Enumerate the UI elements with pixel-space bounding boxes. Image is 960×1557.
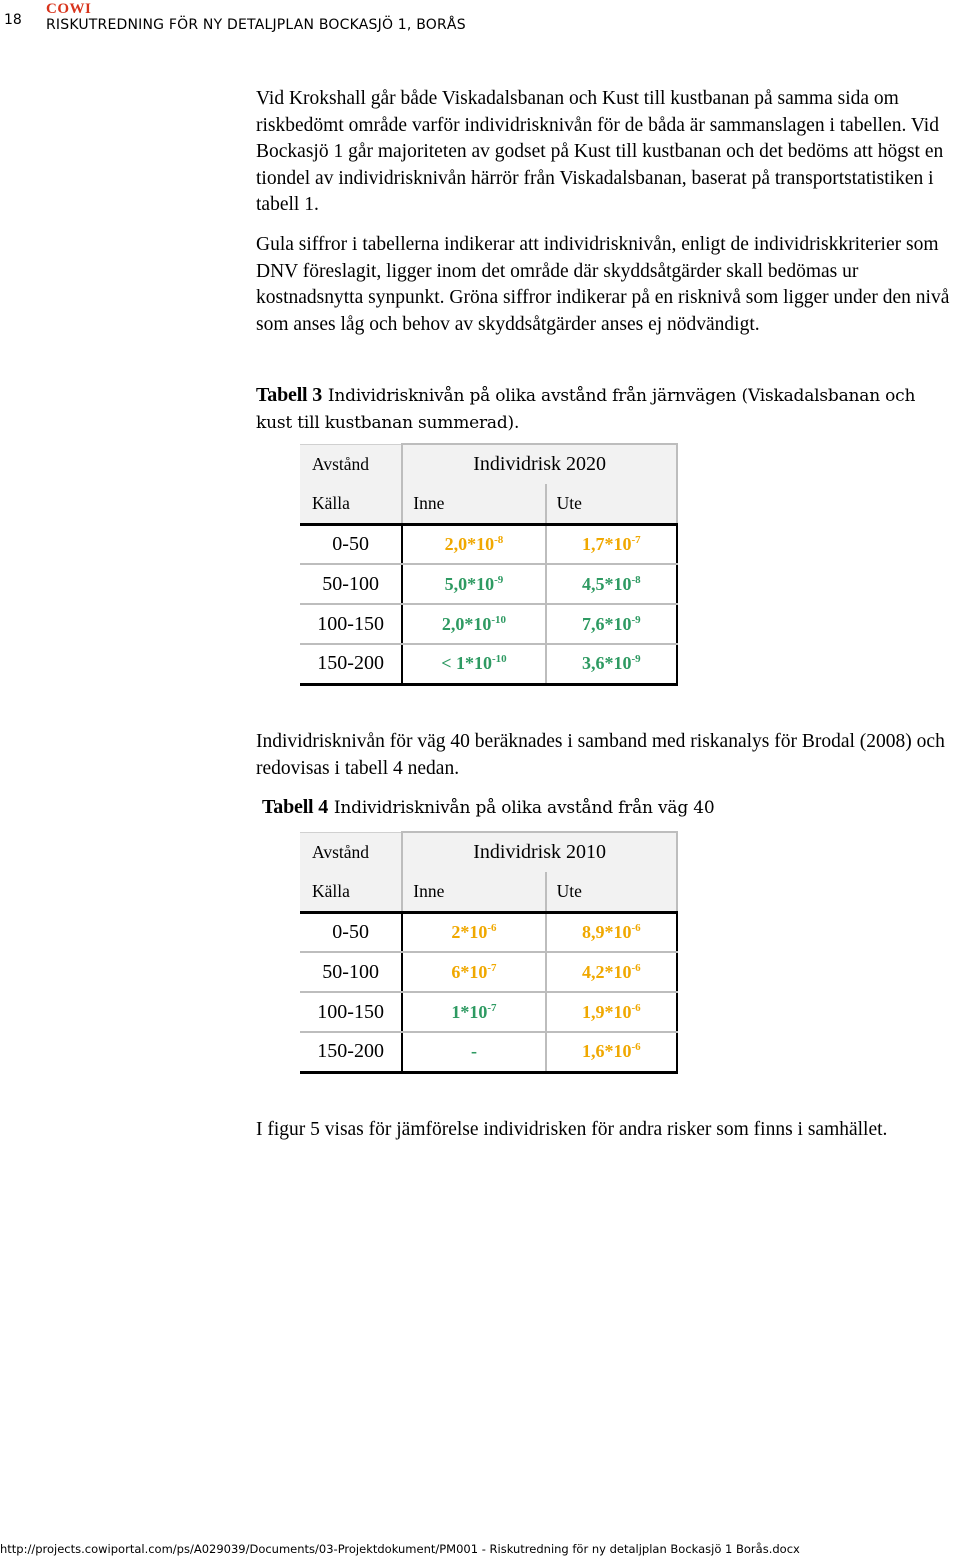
risk-base: < 1*10 [441, 653, 492, 674]
distance-cell: 150-200 [300, 644, 402, 684]
risk-exponent: -7 [487, 1001, 497, 1014]
risk-exponent: -10 [492, 653, 507, 666]
table-row [300, 564, 677, 604]
risk-base: 7,6*10 [581, 613, 632, 634]
distance-cell: 50-100 [300, 564, 402, 604]
table-4-header-inne: Inne [402, 872, 545, 912]
ute-risk-cell [546, 604, 677, 644]
inne-risk-cell [402, 1032, 545, 1072]
inne-risk-cell [402, 524, 545, 564]
table-3-header-distance: Avstånd [300, 444, 402, 484]
table-row [300, 524, 677, 564]
risk-exponent: -6 [487, 921, 497, 934]
risk-base: 1,9*10 [581, 1001, 632, 1022]
document-header-title: RISKUTREDNING FÖR NY DETALJPLAN BOCKASJÖ 1, BORÅS [46, 17, 466, 33]
table-row [300, 912, 677, 952]
inne-risk-cell [402, 912, 545, 952]
inne-risk-value [441, 653, 506, 673]
inne-risk-cell [402, 564, 545, 604]
table-3-header-source: Källa [300, 484, 402, 524]
ute-risk-cell [546, 992, 677, 1032]
risk-exponent: -6 [631, 921, 641, 934]
ute-risk-value [582, 922, 641, 942]
table-3-header-ute: Ute [546, 484, 677, 524]
inne-risk-value [445, 574, 504, 594]
distance-cell: 50-100 [300, 952, 402, 992]
risk-base: 2,0*10 [444, 533, 495, 554]
risk-exponent: -6 [631, 1001, 641, 1014]
table-4-header-source: Källa [300, 872, 402, 912]
table-4 [300, 831, 678, 1074]
table-row [300, 1032, 677, 1072]
risk-base: 1*10 [451, 1001, 488, 1022]
risk-base: 3,6*10 [581, 653, 632, 674]
table-row [300, 644, 677, 684]
risk-exponent: -8 [631, 573, 641, 586]
ute-risk-value [582, 614, 641, 634]
table-4-caption-label: Tabell 4 [262, 796, 329, 818]
table-3-caption-text: Individrisknivån på olika avstånd från järnvägen (Viskadalsbanan och kust till kustbanan summerad). [256, 386, 916, 433]
inne-risk-cell [402, 644, 545, 684]
distance-cell: 0-50 [300, 524, 402, 564]
risk-base: 4,2*10 [581, 961, 632, 982]
ute-risk-value [582, 962, 641, 982]
ute-risk-cell [546, 644, 677, 684]
table-row [300, 992, 677, 1032]
table-4-header-risk: Individrisk 2010 [402, 832, 677, 872]
inne-risk-value [445, 534, 504, 554]
distance-cell: 0-50 [300, 912, 402, 952]
risk-base: 6*10 [451, 961, 488, 982]
risk-exponent: -8 [494, 533, 504, 546]
inne-risk-value [451, 962, 496, 982]
ute-risk-cell [546, 1032, 677, 1072]
cowi-logo: COWI [46, 1, 92, 17]
table-3-header-risk: Individrisk 2020 [402, 444, 677, 484]
risk-exponent: -9 [494, 573, 504, 586]
inne-risk-value [471, 1041, 477, 1061]
footer-document-path: http://projects.cowiportal.com/ps/A029039/Documents/03-Projektdokument/PM001 - Riskutredning för ny detaljplan Bockasjö 1 Borås.docx [0, 1542, 800, 1556]
paragraph-3: Individrisknivån för väg 40 beräknades i samband med riskanalys för Brodal (2008) och redovisas i tabell 4 nedan. [256, 731, 945, 779]
ute-risk-cell [546, 952, 677, 992]
paragraph-1: Vid Krokshall går både Viskadalsbanan och Kust till kustbanan på samma sida om riskbedömt område varför individrisknivån för de båda är sammanslagen i tabellen. Vid Bockasjö 1 går majoriteten av godset på Kust till kustbanan och det bedöms att högst en tiondel av individrisknivån härrör från Viskadalsbanan, baserat på transportstatistiken i tabell 1. [256, 88, 944, 215]
table-3-caption [256, 382, 956, 436]
ute-risk-value [582, 653, 641, 673]
risk-base: 2*10 [451, 921, 488, 942]
risk-base: 2,0*10 [441, 613, 492, 634]
distance-cell: 100-150 [300, 992, 402, 1032]
inne-risk-cell [402, 604, 545, 644]
table-3-caption-label: Tabell 3 [256, 384, 323, 406]
risk-exponent: -6 [631, 1041, 641, 1054]
risk-exponent: -6 [631, 961, 641, 974]
inne-risk-cell [402, 952, 545, 992]
table-3 [300, 443, 678, 686]
table-row [300, 952, 677, 992]
inne-risk-value [442, 614, 506, 634]
paragraph-4: I figur 5 visas för jämförelse individrisken för andra risker som finns i samhället. [256, 1119, 888, 1140]
risk-base: 4,5*10 [581, 573, 632, 594]
page-number: 18 [4, 12, 22, 28]
table-4-caption [262, 794, 960, 821]
ute-risk-cell [546, 564, 677, 604]
inne-risk-value [451, 1002, 496, 1022]
table-4-header-distance: Avstånd [300, 832, 402, 872]
risk-exponent: -10 [491, 613, 507, 626]
risk-exponent: -9 [631, 613, 641, 626]
risk-base: 1,6*10 [581, 1041, 632, 1062]
table-4-caption-text: Individrisknivån på olika avstånd från väg 40 [333, 798, 715, 818]
ute-risk-cell [546, 524, 677, 564]
ute-risk-value [582, 534, 641, 554]
inne-risk-value [451, 922, 496, 942]
table-row [300, 604, 677, 644]
distance-cell: 100-150 [300, 604, 402, 644]
distance-cell: 150-200 [300, 1032, 402, 1072]
ute-risk-value [582, 1041, 641, 1061]
table-4-header-ute: Ute [546, 872, 677, 912]
risk-base: 1,7*10 [581, 533, 632, 554]
risk-base: 8,9*10 [581, 921, 632, 942]
risk-exponent: -7 [631, 533, 641, 546]
risk-exponent: -9 [631, 653, 641, 666]
risk-base: 5,0*10 [444, 573, 495, 594]
risk-exponent: -7 [487, 961, 497, 974]
table-3-header-inne: Inne [402, 484, 545, 524]
risk-base: - [470, 1041, 477, 1062]
ute-risk-value [582, 574, 641, 594]
ute-risk-cell [546, 912, 677, 952]
paragraph-2: Gula siffror i tabellerna indikerar att individrisknivån, enligt de individriskkriterier som DNV föreslagit, ligger inom det område där skyddsåtgärder skall bedömas ur kostnadsnytta synpunkt. Gröna siffror indikerar på en risknivå som ligger under den nivå som anses låg och behov av skyddsåtgärder anses ej nödvändigt. [256, 234, 950, 335]
inne-risk-cell [402, 992, 545, 1032]
ute-risk-value [582, 1002, 641, 1022]
